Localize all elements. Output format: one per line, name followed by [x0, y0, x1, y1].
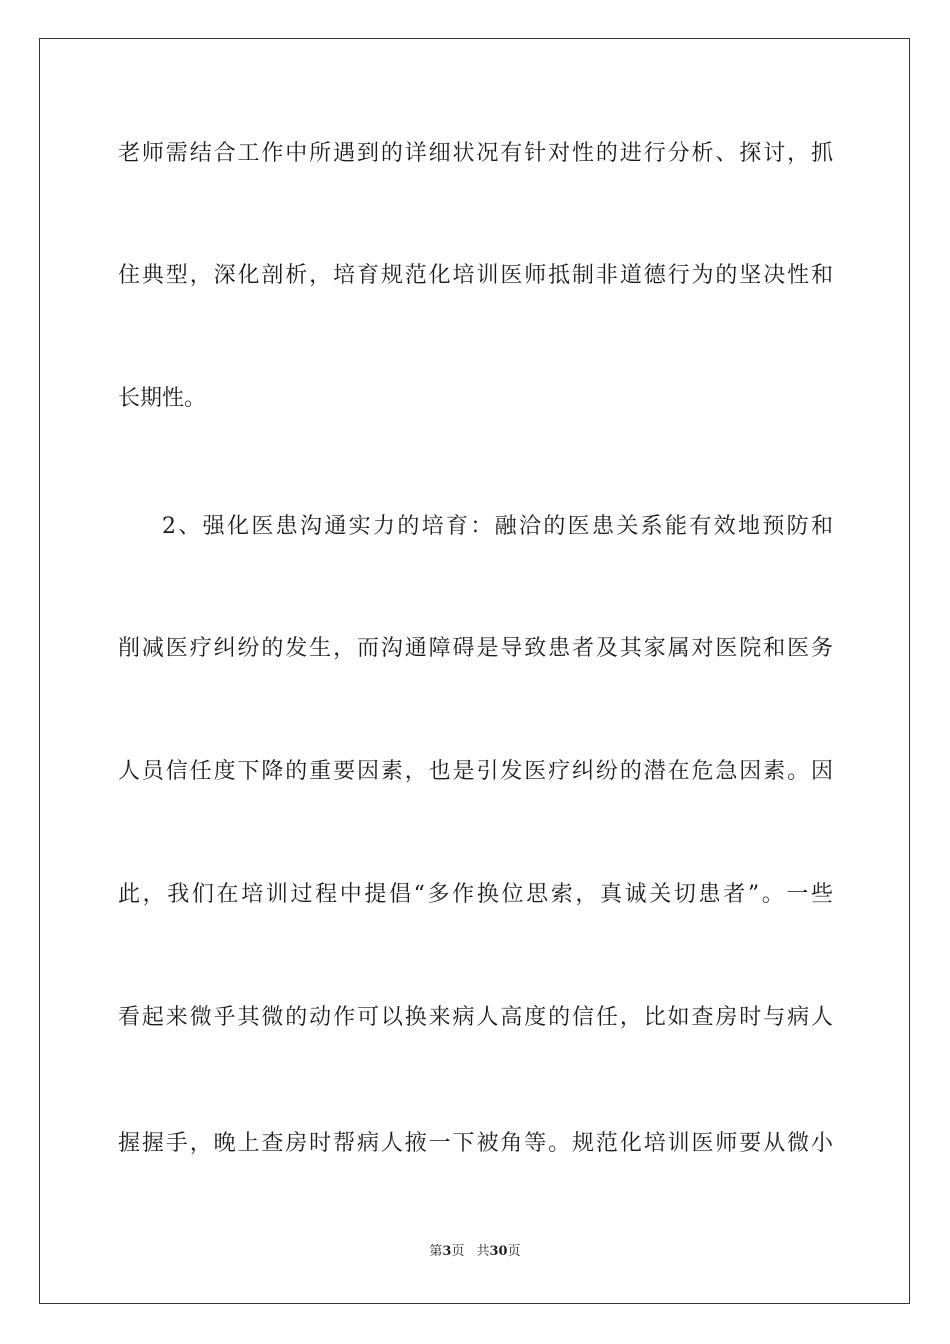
text-line: 长期性。	[118, 386, 207, 411]
text-line: 握握手，晚上查房时帮病人掖一下被角等。规范化培训医师要从微小	[118, 1131, 833, 1156]
page-border	[39, 38, 910, 1304]
text-line: 老师需结合工作中所遇到的详细状况有针对性的进行分析、探讨，抓	[118, 141, 833, 166]
text-line: 削减医疗纠纷的发生，而沟通障碍是导致患者及其家属对医院和医务	[118, 636, 833, 661]
text-line: 看起来微乎其微的动作可以换来病人高度的信任，比如查房时与病人	[118, 1005, 833, 1030]
text-line: 人员信任度下降的重要因素，也是引发医疗纠纷的潜在危急因素。因	[118, 759, 833, 784]
total-prefix: 共	[476, 1244, 490, 1259]
text-line: 住典型，深化剖析，培育规范化培训医师抵制非道德行为的坚决性和	[118, 263, 833, 288]
total-suffix: 页	[507, 1244, 521, 1259]
page-suffix: 页	[451, 1244, 465, 1259]
page-current: 3	[442, 1244, 452, 1259]
page-total: 30	[489, 1244, 508, 1259]
page-prefix: 第	[429, 1244, 443, 1259]
text-line: 此，我们在培训过程中提倡“多作换位思索，真诚关切患者”。一些	[118, 882, 833, 907]
page-footer	[0, 1240, 950, 1259]
paragraph-start-line: 2、强化医患沟通实力的培育：融洽的医患关系能有效地预防和	[162, 514, 833, 539]
